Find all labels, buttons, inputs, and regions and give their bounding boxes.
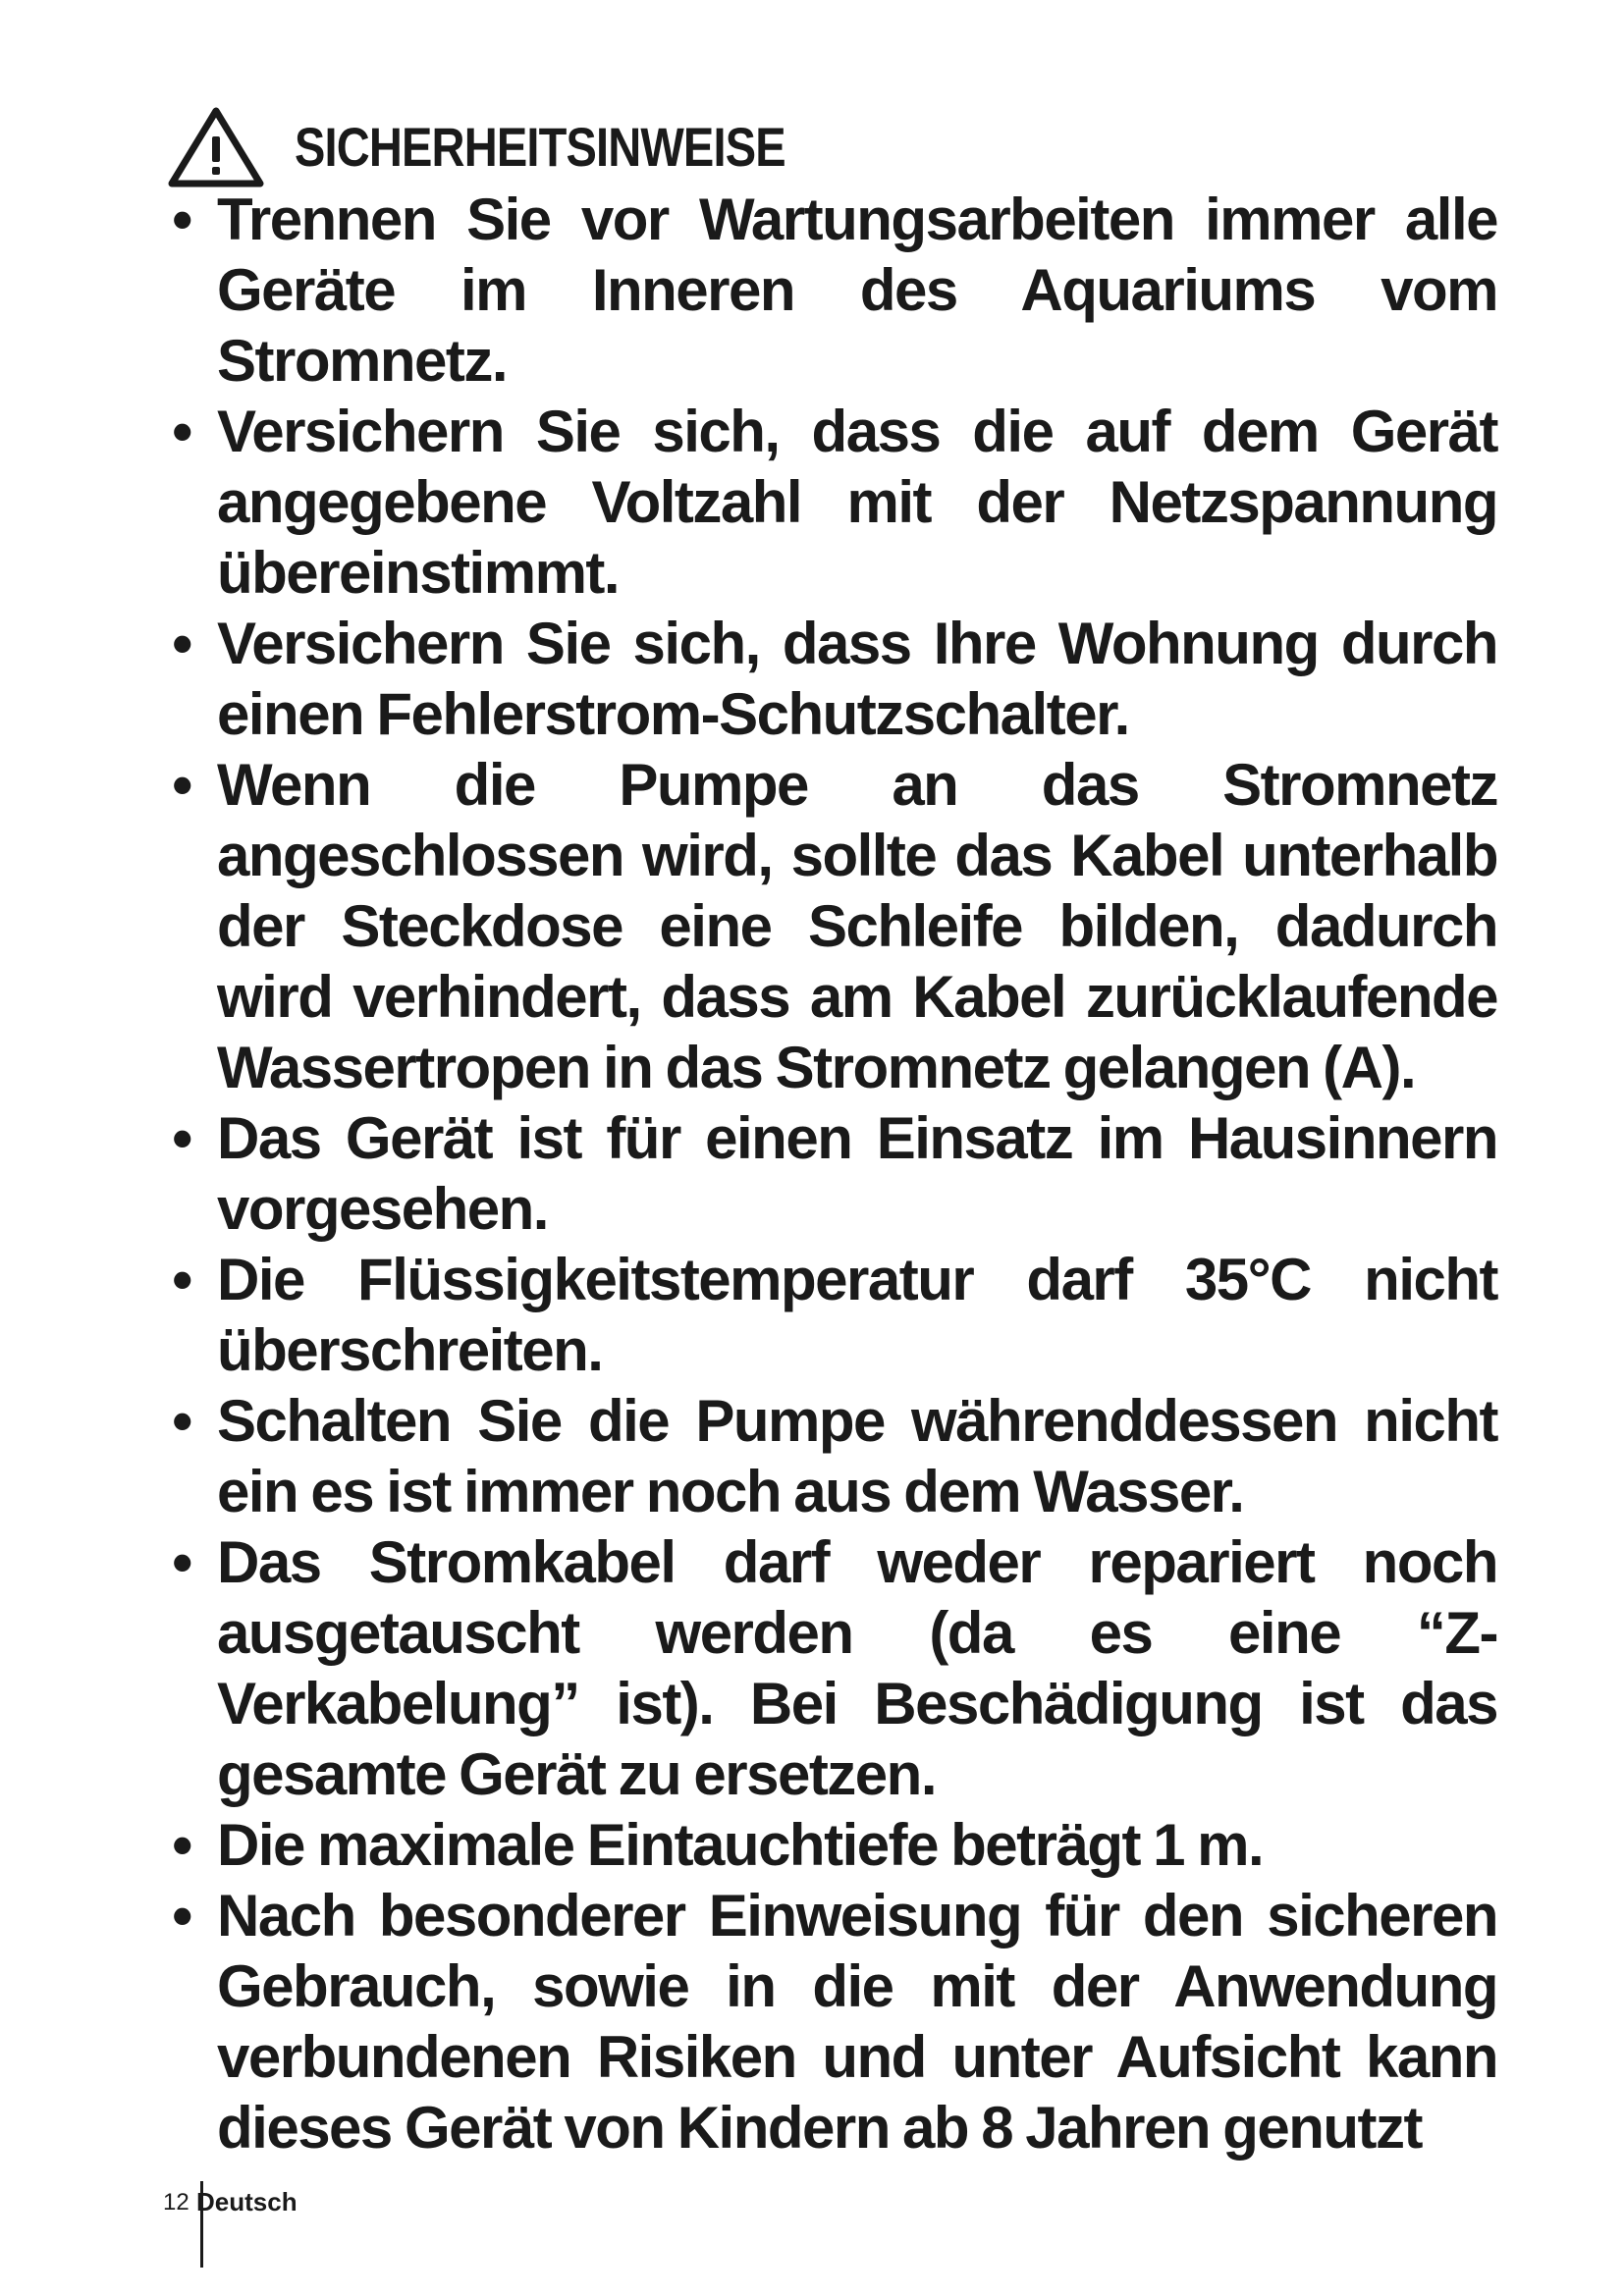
list-item-text: Die maximale Eintauchtiefe beträgt 1 m. <box>217 1812 1264 1878</box>
bullet-icon: • <box>172 1529 191 1595</box>
section-title: SICHERHEITSINWEISE <box>295 116 785 178</box>
safety-instructions-list <box>162 185 1497 2163</box>
list-item-text: Wenn die Pumpe an das Stromnetz angeschlossen wird, sollte das Kabel unterhalb der Steckdose eine Schleife bilden, dadurch wird verhindert, dass am Kabel zurücklaufende Wassertropen in das Stromnetz gelangen (A). <box>217 752 1497 1100</box>
page-number: 12 <box>163 2189 189 2216</box>
list-item <box>162 1103 1497 1245</box>
bullet-icon: • <box>172 1883 191 1949</box>
list-item <box>162 1527 1497 1810</box>
warning-triangle-icon <box>167 105 265 189</box>
list-item-text: Das Gerät ist für einen Einsatz im Hausinnern vorgesehen. <box>217 1105 1497 1242</box>
bullet-icon: • <box>172 1247 191 1312</box>
list-item <box>162 397 1497 609</box>
list-item <box>162 1810 1497 1881</box>
list-item-text: Versichern Sie sich, dass die auf dem Gerät angegebene Voltzahl mit der Netzspannung übereinstimmt. <box>217 399 1497 606</box>
list-item <box>162 750 1497 1103</box>
list-item-text: Schalten Sie die Pumpe währenddessen nicht ein es ist immer noch aus dem Wasser. <box>217 1388 1497 1524</box>
list-item-text: Trennen Sie vor Wartungsarbeiten immer alle Geräte im Inneren des Aquariums vom Stromnetz. <box>217 187 1497 394</box>
list-item <box>162 1881 1497 2163</box>
bullet-icon: • <box>172 1812 191 1878</box>
list-item-text: Nach besonderer Einweisung für den sicheren Gebrauch, sowie in die mit der Anwendung verbundenen Risiken und unter Aufsicht kann dieses Gerät von Kindern ab 8 Jahren genutzt <box>217 1883 1497 2161</box>
section-heading <box>167 98 879 196</box>
bullet-icon: • <box>172 1105 191 1171</box>
language-label: Deutsch <box>196 2187 298 2216</box>
list-item <box>162 185 1497 397</box>
list-item-text: Versichern Sie sich, dass Ihre Wohnung durch einen Fehlerstrom-Schutzschalter. <box>217 611 1497 747</box>
bullet-icon: • <box>172 752 191 818</box>
list-item <box>162 1245 1497 1386</box>
bullet-icon: • <box>172 611 191 676</box>
bullet-icon: • <box>172 399 191 464</box>
list-item-text: Das Stromkabel darf weder repariert noch ausgetauscht werden (da es eine “Z- Verkabelung” ist). Bei Beschädigung ist das gesamte Gerät zu ersetzen. <box>217 1529 1497 1807</box>
list-item <box>162 1386 1497 1527</box>
list-item-text: Die Flüssigkeitstemperatur darf 35°C nicht überschreiten. <box>217 1247 1497 1383</box>
bullet-icon: • <box>172 187 191 252</box>
list-item <box>162 609 1497 750</box>
bullet-icon: • <box>172 1388 191 1454</box>
